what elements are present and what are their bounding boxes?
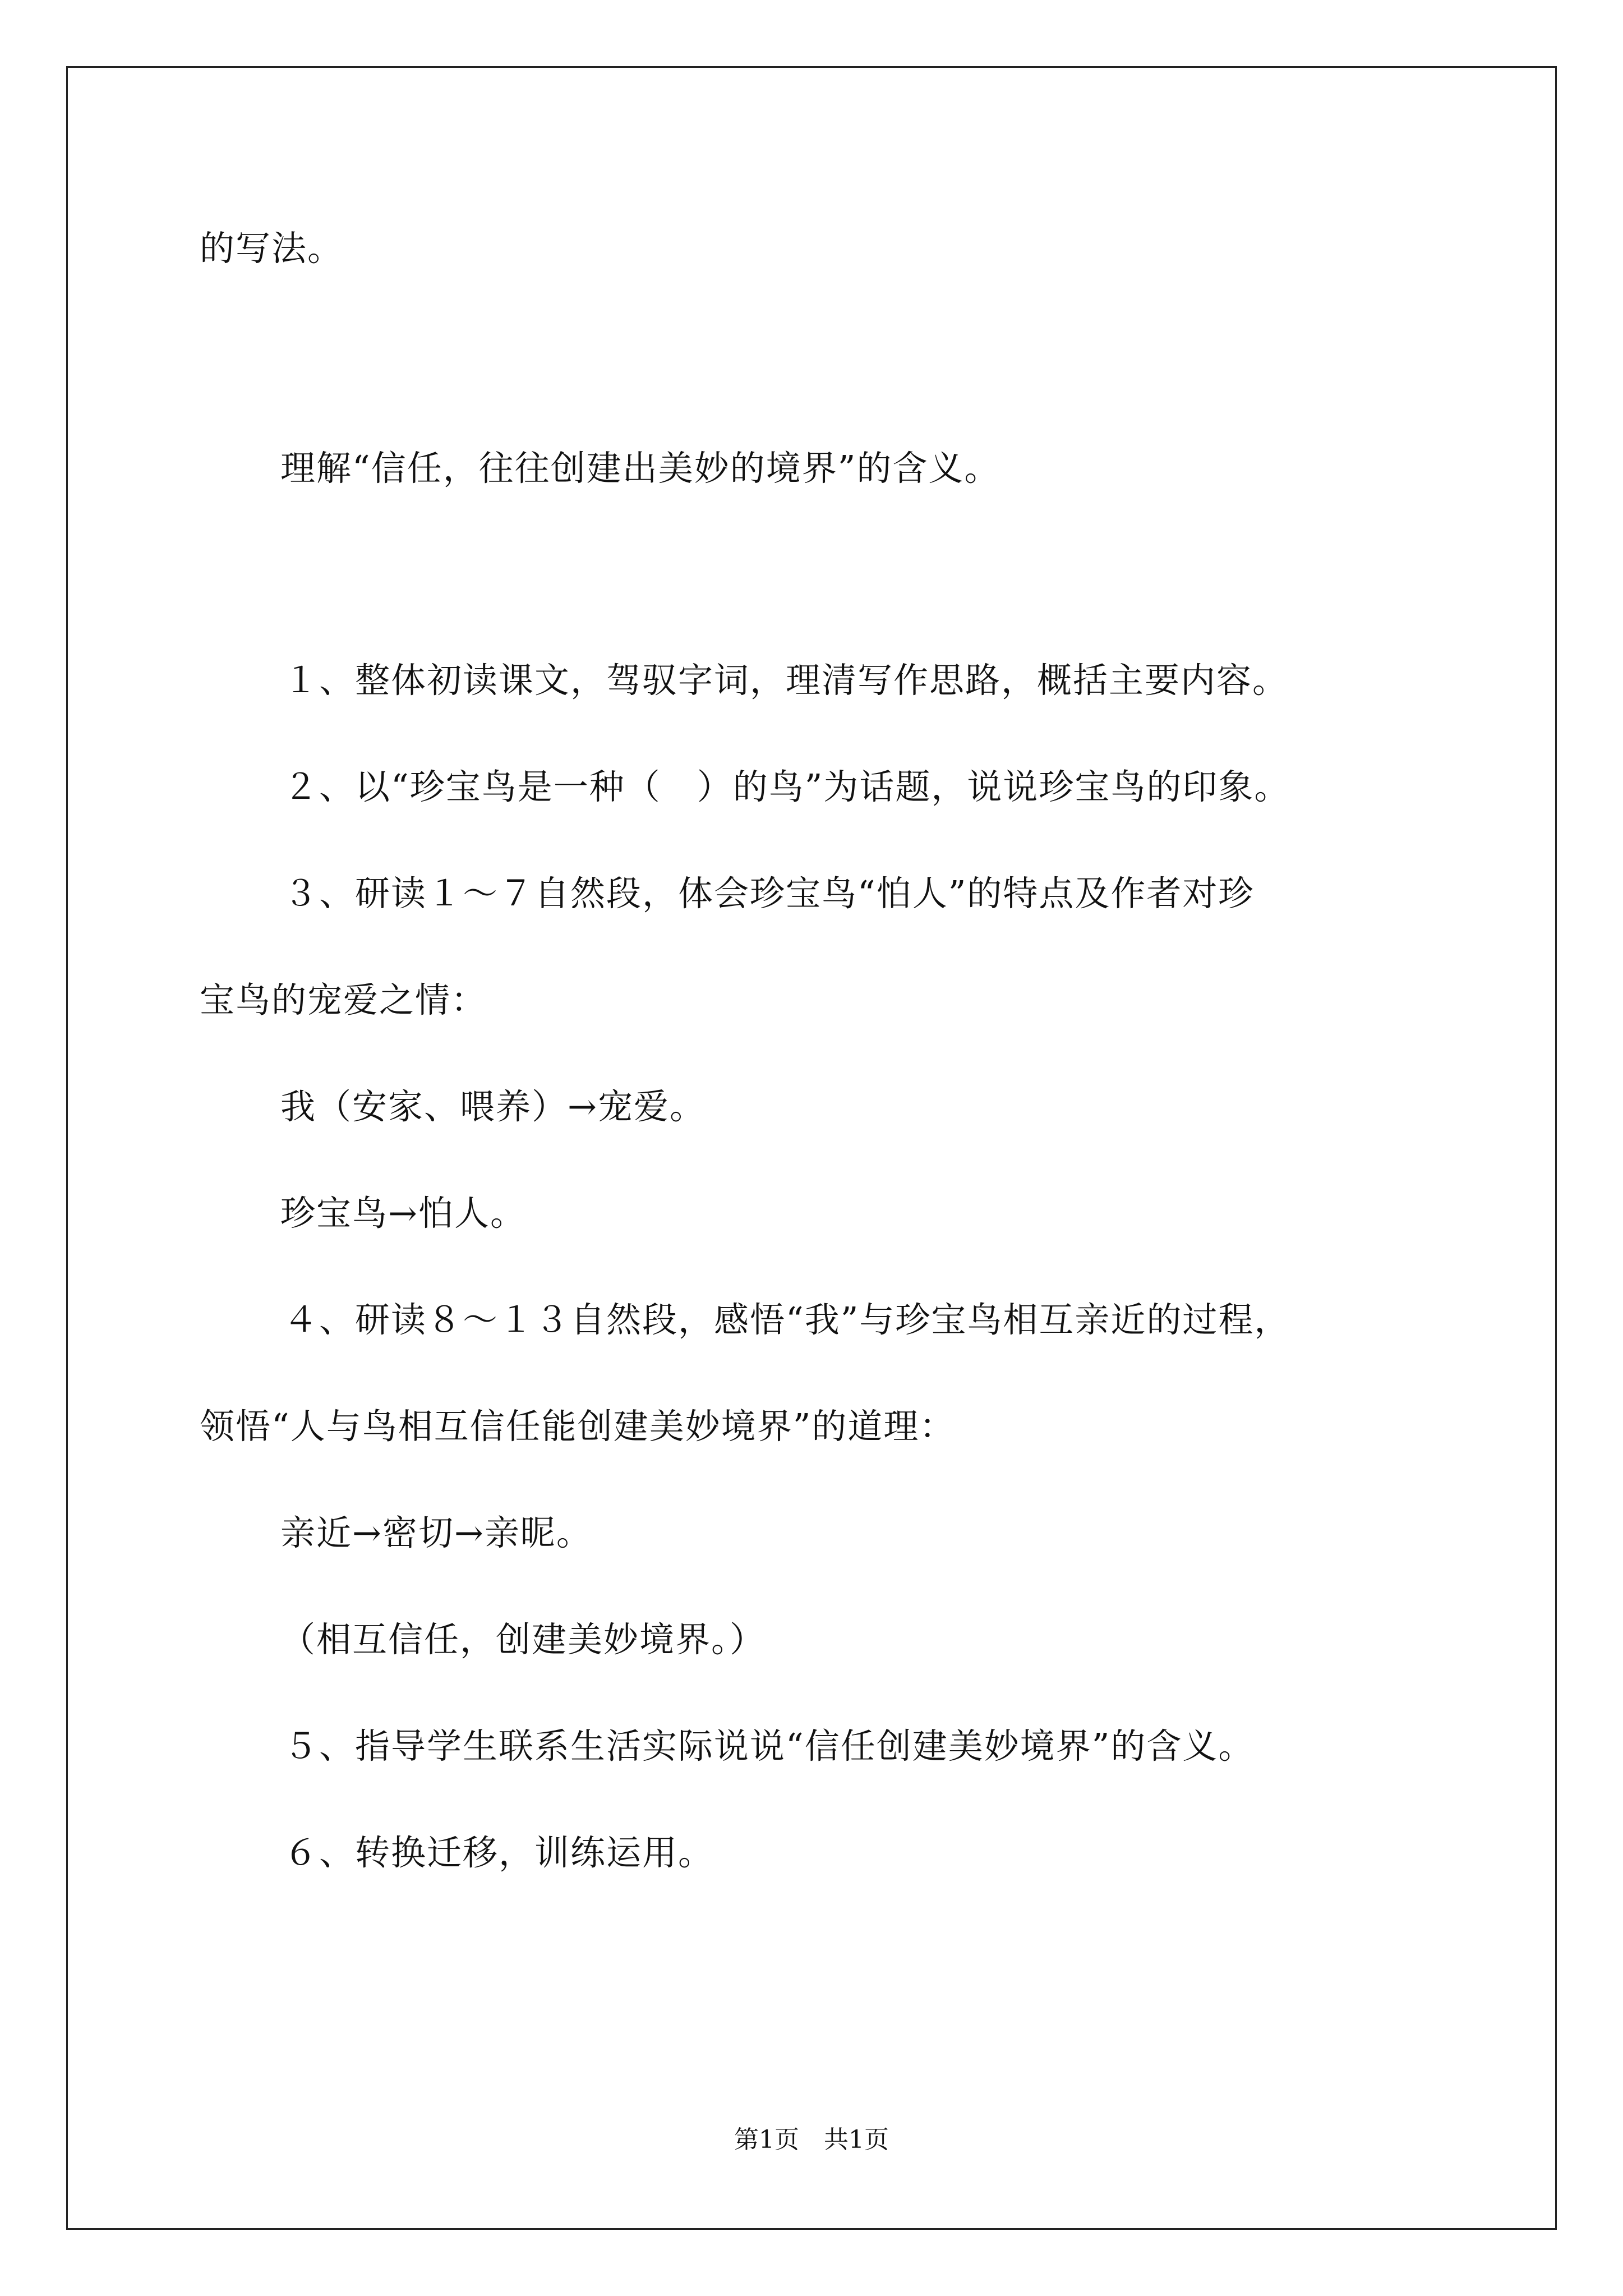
text-line-3: １、整体初读课文，驾驭字词，理清写作思路，概括主要内容。 xyxy=(283,660,1289,701)
text-line-4: ２、以“珍宝鸟是一种（ ）的鸟”为话题，说说珍宝鸟的印象。 xyxy=(283,766,1290,807)
text-line-5: ３、研读１～７自然段，体会珍宝鸟“怕人”的特点及作者对珍 xyxy=(283,873,1255,914)
text-line-13: ５、指导学生联系生活实际说说“信任创建美妙境界”的含义。 xyxy=(283,1726,1255,1766)
text-line-14: ６、转换迁移，训练运用。 xyxy=(283,1832,714,1873)
text-line-6: 宝鸟的宠爱之情： xyxy=(200,979,487,1020)
text-line-8: 珍宝鸟→怕人。 xyxy=(280,1193,526,1234)
text-line-10: 领悟“人与鸟相互信任能创建美妙境界”的道理： xyxy=(200,1406,956,1447)
text-line-12: （相互信任，创建美妙境界。） xyxy=(280,1619,766,1660)
text-line-7: 我（安家、喂养）→宠爱。 xyxy=(280,1086,706,1127)
text-line-9: ４、研读８～１３自然段，感悟“我”与珍宝鸟相互亲近的过程， xyxy=(283,1299,1290,1340)
text-line-11: 亲近→密切→亲昵。 xyxy=(280,1512,592,1553)
text-line-1: 的写法。 xyxy=(200,228,344,269)
page-number-footer: 第1页 共1页 xyxy=(734,2125,889,2154)
text-line-2: 理解“信任，往往创建出美妙的境界”的含义。 xyxy=(280,448,1000,489)
page-border xyxy=(66,66,1557,2230)
